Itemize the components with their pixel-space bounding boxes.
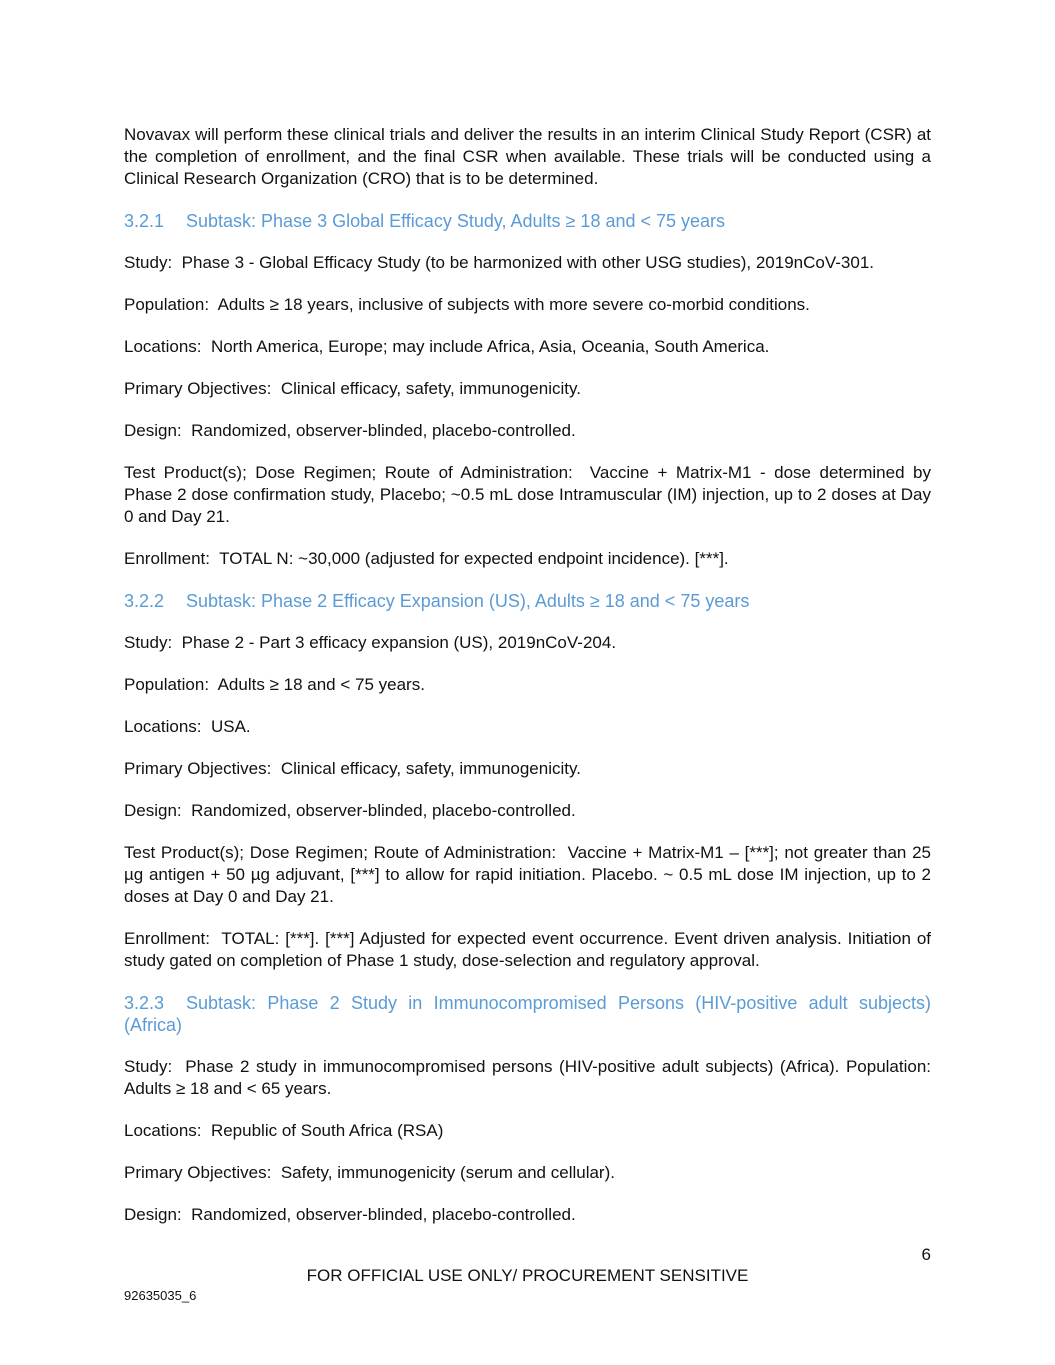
- study-label: Study:: [124, 253, 173, 272]
- product-label: Test Product(s); Dose Regimen; Route of Administration:: [124, 843, 557, 862]
- population-paragraph: [124, 294, 931, 316]
- design-value: Randomized, observer-blinded, placebo-controlled.: [191, 1205, 576, 1224]
- section-title: Subtask: Phase 3 Global Efficacy Study, Adults ≥ 18 and < 75 years: [186, 211, 726, 231]
- objectives-label: Primary Objectives:: [124, 759, 272, 778]
- design-paragraph: [124, 1204, 931, 1226]
- section-title: Subtask: Phase 2 Efficacy Expansion (US), Adults ≥ 18 and < 75 years: [186, 591, 750, 611]
- objectives-paragraph: [124, 378, 931, 400]
- section-number: 3.2.1: [124, 211, 165, 231]
- section-number: 3.2.3: [124, 993, 165, 1013]
- section-number: 3.2.2: [124, 591, 165, 611]
- design-paragraph: [124, 420, 931, 442]
- objectives-value: Clinical efficacy, safety, immunogenicity.: [280, 759, 581, 778]
- population-label: Population:: [124, 295, 210, 314]
- product-label: Test Product(s); Dose Regimen; Route of Administration:: [124, 463, 573, 482]
- section-heading-3-2-3: [124, 992, 931, 1036]
- objectives-label: Primary Objectives:: [124, 1163, 272, 1182]
- locations-label: Locations:: [124, 337, 202, 356]
- product-paragraph: [124, 462, 931, 528]
- objectives-label: Primary Objectives:: [124, 379, 272, 398]
- enrollment-paragraph: [124, 548, 931, 570]
- study-paragraph: [124, 632, 931, 654]
- page-number: 6: [921, 1245, 931, 1264]
- study-label: Study:: [124, 1057, 173, 1076]
- study-value: Phase 2 study in immunocompromised persons (HIV-positive adult subjects) (Africa). Population: Adults ≥ 18 and < 65 years.: [124, 1057, 932, 1098]
- product-value: Vaccine + Matrix-M1 - dose determined by Phase 2 dose confirmation study, Placebo; ~0.5 mL dose Intramuscular (IM) injection, up to 2 doses at Day 0 and Day 21.: [124, 463, 931, 526]
- population-value: Adults ≥ 18 years, inclusive of subjects with more severe co-morbid conditions.: [217, 295, 810, 314]
- population-label: Population:: [124, 675, 210, 694]
- design-value: Randomized, observer-blinded, placebo-controlled.: [191, 801, 576, 820]
- section-heading-3-2-2: [124, 590, 931, 612]
- study-paragraph: [124, 1056, 931, 1100]
- section-heading-3-2-1: [124, 210, 931, 232]
- enrollment-value: TOTAL: [***]. [***] Adjusted for expected event occurrence. Event driven analysis. Initiation of study gated on completion of Phase 1 study, dose-selection and regulatory approval.: [124, 929, 931, 970]
- locations-label: Locations:: [124, 717, 202, 736]
- study-paragraph: [124, 252, 931, 274]
- product-paragraph: [124, 842, 931, 908]
- enrollment-paragraph: [124, 928, 931, 972]
- design-label: Design:: [124, 801, 182, 820]
- section-title: Subtask: Phase 2 Study in Immunocompromised Persons (HIV-positive adult subjects) (Africa): [124, 993, 931, 1035]
- objectives-paragraph: [124, 758, 931, 780]
- locations-label: Locations:: [124, 1121, 202, 1140]
- design-value: Randomized, observer-blinded, placebo-controlled.: [191, 421, 576, 440]
- population-value: Adults ≥ 18 and < 75 years.: [217, 675, 425, 694]
- objectives-value: Safety, immunogenicity (serum and cellular).: [280, 1163, 615, 1182]
- locations-value: USA.: [210, 717, 251, 736]
- footer-notice: FOR OFFICIAL USE ONLY/ PROCUREMENT SENSITIVE: [306, 1266, 749, 1285]
- intro-paragraph: Novavax will perform these clinical trials and deliver the results in an interim Clinical Study Report (CSR) at the completion of enrollment, and the final CSR when available. These trials will be conducted using a Clinical Research Organization (CRO) that is to be determined.: [124, 125, 931, 188]
- product-value: Vaccine + Matrix-M1 – [***]; not greater than 25 µg antigen + 50 µg adjuvant, [***] to allow for rapid initiation. Placebo. ~ 0.5 mL dose IM injection, up to 2 doses at Day 0 and Day 21.: [124, 843, 932, 906]
- enrollment-label: Enrollment:: [124, 929, 210, 948]
- objectives-paragraph: [124, 1162, 931, 1184]
- locations-value: Republic of South Africa (RSA): [210, 1121, 444, 1140]
- population-paragraph: [124, 674, 931, 696]
- study-label: Study:: [124, 633, 173, 652]
- document-body: [124, 124, 931, 1246]
- study-value: Phase 3 - Global Efficacy Study (to be harmonized with other USG studies), 2019nCoV-301.: [181, 253, 874, 272]
- objectives-value: Clinical efficacy, safety, immunogenicity.: [280, 379, 581, 398]
- study-value: Phase 2 - Part 3 efficacy expansion (US), 2019nCoV-204.: [181, 633, 617, 652]
- locations-value: North America, Europe; may include Africa, Asia, Oceania, South America.: [210, 337, 770, 356]
- design-paragraph: [124, 800, 931, 822]
- document-id: 92635035_6: [124, 1288, 197, 1303]
- locations-paragraph: [124, 716, 931, 738]
- design-label: Design:: [124, 1205, 182, 1224]
- enrollment-label: Enrollment:: [124, 549, 210, 568]
- enrollment-value: TOTAL N: ~30,000 (adjusted for expected endpoint incidence). [***].: [219, 549, 729, 568]
- locations-paragraph: [124, 1120, 931, 1142]
- design-label: Design:: [124, 421, 182, 440]
- locations-paragraph: [124, 336, 931, 358]
